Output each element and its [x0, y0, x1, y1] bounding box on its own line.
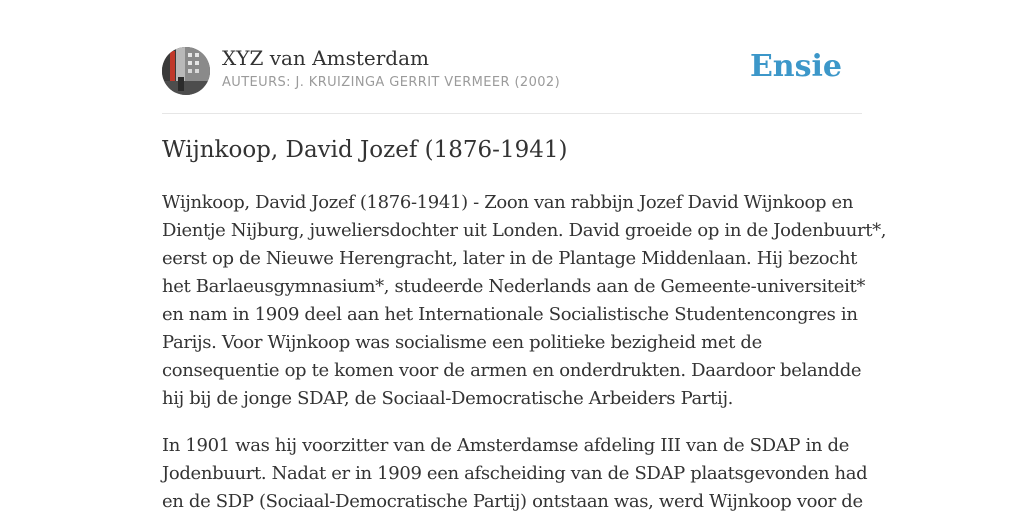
ensie-logo[interactable]: Ensie [749, 49, 842, 84]
text-line: het Barlaeusgymnasium*, studeerde Nederlands aan de Gemeente-universiteit* [162, 276, 866, 297]
text-line: Dientje Nijburg, juweliersdochter uit Londen. David groeide op in de Jodenbuurt*, [162, 220, 887, 241]
text-line: Parijs. Voor Wijnkoop was socialisme een politieke bezigheid met de [162, 332, 762, 353]
header [162, 0, 862, 114]
text-line: en nam in 1909 deel aan het Internationale Socialistische Studentencongres in [162, 304, 858, 325]
source-avatar[interactable] [162, 47, 210, 95]
source-authors: AUTEURS: J. KRUIZINGA GERRIT VERMEER (2002) [222, 75, 561, 90]
article-title: Wijnkoop, David Jozef (1876-1941) [162, 137, 568, 163]
paragraph [162, 432, 868, 512]
content-container [162, 0, 887, 512]
text-line: Jodenbuurt. Nadat er in 1909 een afscheiding van de SDAP plaatsgevonden had [162, 463, 868, 484]
street-photo-icon [162, 47, 210, 95]
article-body [162, 189, 887, 512]
paragraph [162, 189, 887, 413]
text-line: hij bij de jonge SDAP, de Sociaal-Democratische Arbeiders Partij. [162, 388, 734, 409]
text-line: en de SDP (Sociaal-Democratische Partij) ontstaan was, werd Wijnkoop voor de [162, 491, 863, 512]
source-title[interactable]: XYZ van Amsterdam [222, 46, 429, 70]
text-line: In 1901 was hij voorzitter van de Amsterdamse afdeling III van de SDAP in de [162, 435, 850, 456]
text-line: Wijnkoop, David Jozef (1876-1941) - Zoon van rabbijn Jozef David Wijnkoop en [162, 192, 854, 213]
text-line: eerst op de Nieuwe Herengracht, later in de Plantage Middenlaan. Hij bezocht [162, 248, 858, 269]
text-line: consequentie op te komen voor de armen en onderdrukten. Daardoor belandde [162, 360, 862, 381]
